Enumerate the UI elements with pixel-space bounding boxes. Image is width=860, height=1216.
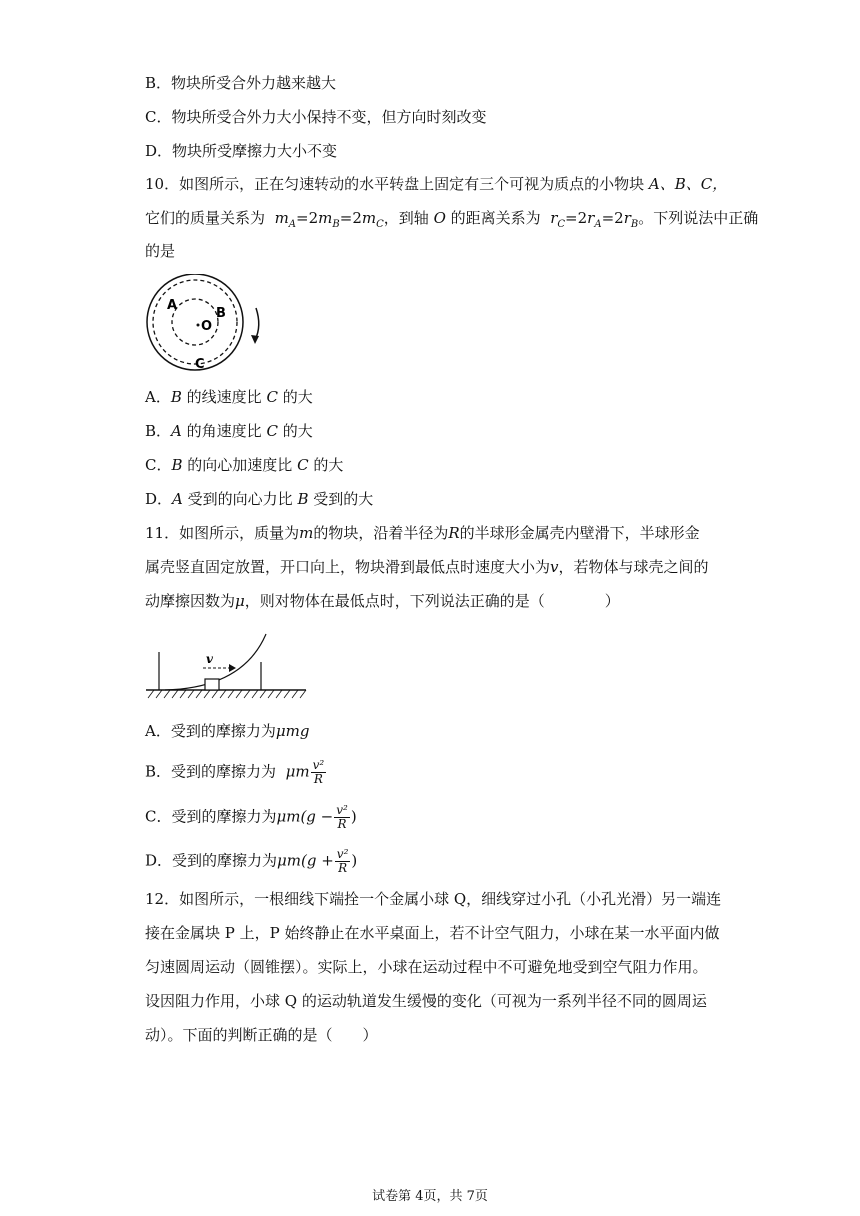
q9-option-b: B．物块所受合外力越来越大 [145, 74, 337, 92]
q12-stem-line2: 接在金属块 P 上，P 始终静止在水平桌面上，若不计空气阻力，小球在某一水平面内做 [145, 924, 720, 942]
label-o: O [201, 319, 213, 334]
orbit-c [153, 280, 237, 364]
q10-option-a: A．B 的线速度比 C 的大 [145, 388, 313, 406]
q10-option-d: D．A 受到的向心力比 B 受到的大 [145, 490, 374, 508]
q11-stem-line2: 属壳竖直固定放置，开口向上，物块滑到最低点时速度大小为v，若物体与球壳之间的 [145, 558, 709, 576]
q10-stem-line2: 它们的质量关系为 $m_A=2m_B=2m_C$，到轴 O 的距离关系为 $r_C=2r_A=2r_B$。下列说法中正确 [145, 209, 759, 230]
label-c: C [195, 357, 205, 372]
fraction-v2-over-r: $\frac{\text{v²}}{R}$ [312, 758, 325, 786]
bowl-figure [143, 632, 308, 704]
page-footer: 试卷第 4页，共 7页 [372, 1189, 488, 1204]
block [205, 679, 219, 690]
turntable-figure [143, 274, 268, 374]
q11-stem-line1: 11．如图所示，质量为m的物块，沿着半径为R的半球形金属壳内壁滑下，半球形金 [145, 524, 700, 542]
q11-option-a: A．受到的摩擦力为μmg [145, 722, 310, 740]
q10-stem-line1: 10．如图所示，正在匀速转动的水平转盘上固定有三个可视为质点的小物块 A、B、C， [145, 175, 728, 193]
label-b: B [216, 306, 226, 321]
q11-option-c: C．受到的摩擦力为μm(g − $\frac{\text{v²}}{R}$ ) [145, 803, 357, 831]
fraction-v2-over-r: $\frac{\text{v²}}{R}$ [336, 847, 349, 875]
axis-dot [197, 324, 200, 327]
rotation-arrow [255, 308, 259, 340]
turntable-outer-rim [147, 274, 243, 370]
q12-stem-line1: 12．如图所示，一根细线下端拴一个金属小球 Q，细线穿过小孔（小孔光滑）另一端连 [145, 890, 722, 908]
q12-stem-line3: 匀速圆周运动（圆锥摆）。实际上，小球在运动过程中不可避免地受到空气阻力作用。 [145, 958, 708, 976]
q11-option-b: B．受到的摩擦力为 μm $\frac{\text{v²}}{R}$ [145, 758, 325, 786]
q12-stem-line4: 设因阻力作用，小球 Q 的运动轨道发生缓慢的变化（可视为一系列半径不同的圆周运 [145, 992, 707, 1010]
label-a: A [167, 298, 178, 313]
q12-stem-line5: 动）。下面的判断正确的是（ ） [145, 1026, 378, 1044]
velocity-label: v [206, 652, 213, 666]
q10-option-b: B．A 的角速度比 C 的大 [145, 422, 313, 440]
q10-option-c: C．B 的向心加速度比 C 的大 [145, 456, 344, 474]
q11-option-d: D．受到的摩擦力为μm(g + $\frac{\text{v²}}{R}$ ) [145, 847, 358, 875]
q9-option-c: C．物块所受合外力大小保持不变，但方向时刻改变 [145, 108, 487, 126]
ground-hatch [148, 690, 306, 698]
q9-option-d: D．物块所受摩擦力大小不变 [145, 142, 338, 160]
q11-stem-line3: 动摩擦因数为μ，则对物体在最低点时，下列说法正确的是（ ） [145, 592, 620, 610]
fraction-v2-over-r: $\frac{\text{v²}}{R}$ [336, 803, 348, 831]
q10-stem-line3: 的是 [145, 242, 176, 260]
